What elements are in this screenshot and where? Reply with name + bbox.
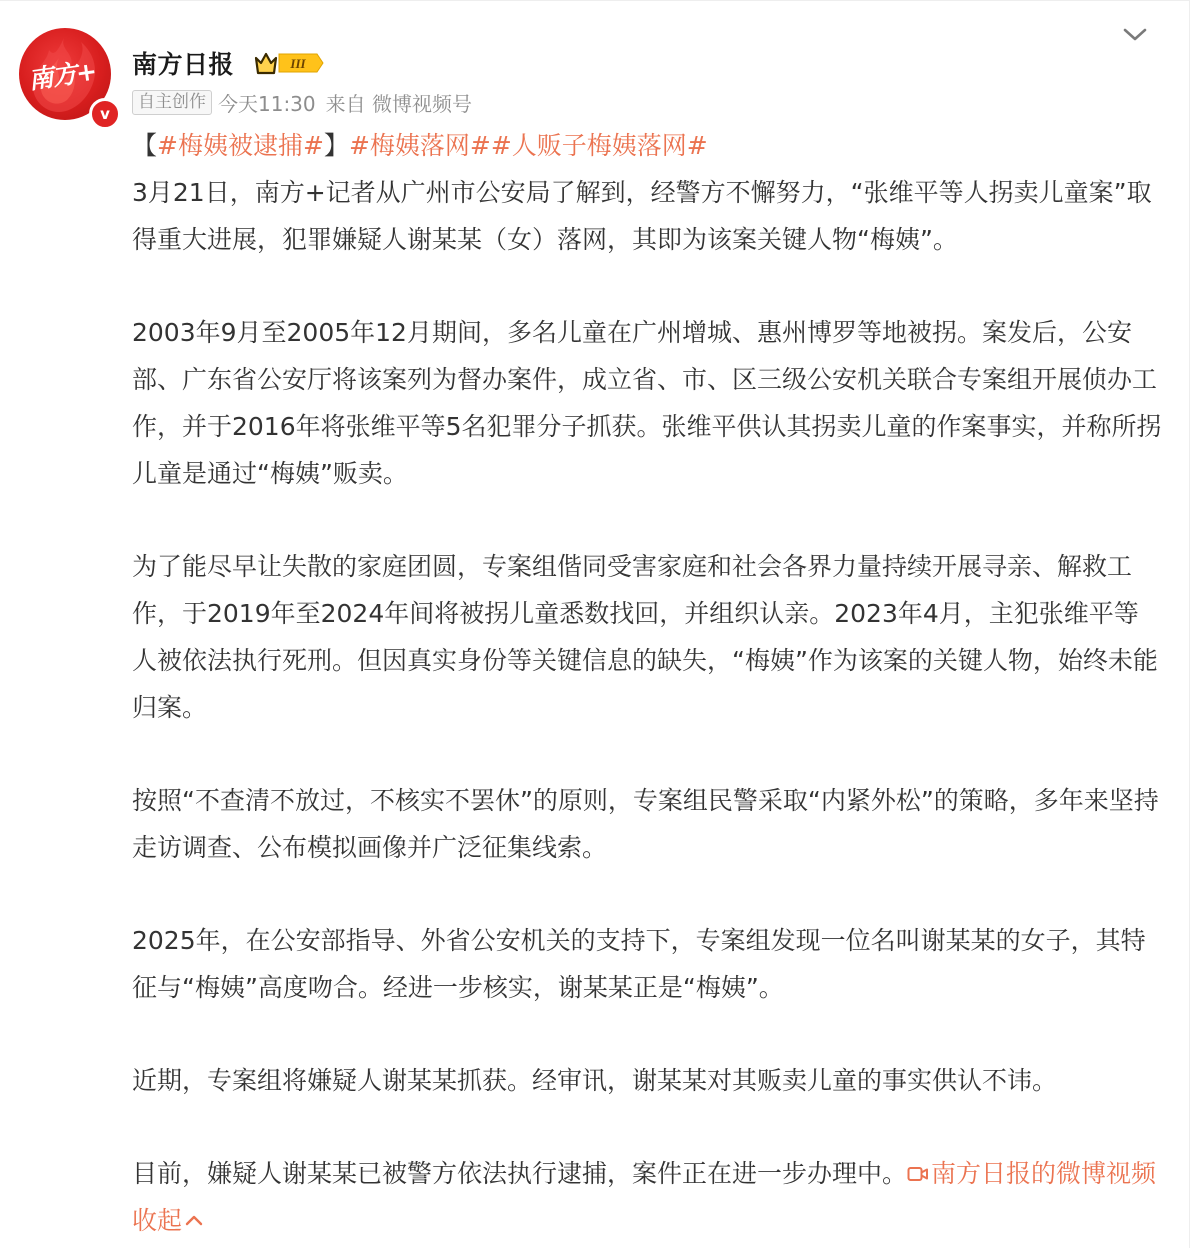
last-paragraph [132, 1150, 1162, 1244]
video-icon [907, 1164, 929, 1184]
hashtag-link[interactable]: #梅姨被逮捕# [157, 131, 324, 160]
hashtag-line [132, 122, 1162, 169]
original-creation-tag: 自主创作 [132, 90, 212, 115]
paragraph: 按照“不查清不放过，不核实不罢休”的原则，专案组民警采取“内紧外松”的策略，多年来坚持走访调查、公布模拟画像并广泛征集线索。 [132, 786, 1159, 862]
post-meta [132, 89, 472, 115]
paragraph: 近期，专案组将嫌疑人谢某某抓获。经审讯，谢某某对其贩卖儿童的事实供认不讳。 [132, 1066, 1058, 1095]
paragraph: 3月21日，南方+记者从广州市公安局了解到，经警方不懈努力，“张维平等人拐卖儿童案”取得重大进展，犯罪嫌疑人谢某某（女）落网，其即为该案关键人物“梅姨”。 [132, 178, 1152, 254]
avatar-logo-text: 南方+ [26, 56, 98, 95]
paragraph: 2025年，在公安部指导、外省公安机关的支持下，专案组发现一位名叫谢某某的女子，其特征与“梅姨”高度吻合。经进一步核实，谢某某正是“梅姨”。 [132, 926, 1146, 1002]
paragraph: 2003年9月至2005年12月期间，多名儿童在广州增城、惠州博罗等地被拐。案发后，公安部、广东省公安厅将该案列为督办案件，成立省、市、区三级公安机关联合专案组开展侦办工作，并于2016年将张维平等5名犯罪分子抓获。张维平供认其拐卖儿童的作案事实，并称所拐儿童是通过“梅姨”贩卖。 [132, 318, 1162, 488]
paragraph-text: 目前，嫌疑人谢某某已被警方依法执行逮捕，案件正在进一步办理中。 [132, 1159, 908, 1188]
avatar[interactable] [19, 28, 115, 124]
paragraph: 为了能尽早让失散的家庭团圆，专案组偕同受害家庭和社会各界力量持续开展寻亲、解救工作，于2019年至2024年间将被拐儿童悉数找回，并组织认亲。2023年4月，主犯张维平等人被依法执行死刑。但因真实身份等关键信息的缺失，“梅姨”作为该案的关键人物，始终未能归案。 [132, 552, 1158, 722]
hashtag-link[interactable]: #人贩子梅姨落网# [490, 131, 708, 160]
hashtag-link[interactable]: #梅姨落网# [348, 131, 491, 160]
chevron-up-icon [184, 1211, 204, 1231]
collapse-label: 收起 [132, 1206, 183, 1235]
level-badge-label: III [290, 56, 306, 71]
open-bracket: 【 [132, 131, 158, 160]
video-link-label: 南方日报的微博视频 [931, 1159, 1157, 1188]
video-link[interactable] [907, 1159, 1156, 1188]
collapse-button[interactable] [132, 1206, 204, 1235]
post-source[interactable]: 来自 微博视频号 [325, 91, 472, 116]
post-time[interactable]: 今天11:30 [218, 91, 316, 116]
author-name[interactable]: 南方日报 [132, 50, 235, 79]
post-body [132, 122, 1162, 1248]
close-bracket: 】 [323, 131, 349, 160]
verified-badge-icon: v [89, 98, 121, 130]
chevron-down-icon[interactable] [1120, 23, 1150, 47]
crown-level-badge-icon[interactable] [253, 49, 325, 77]
